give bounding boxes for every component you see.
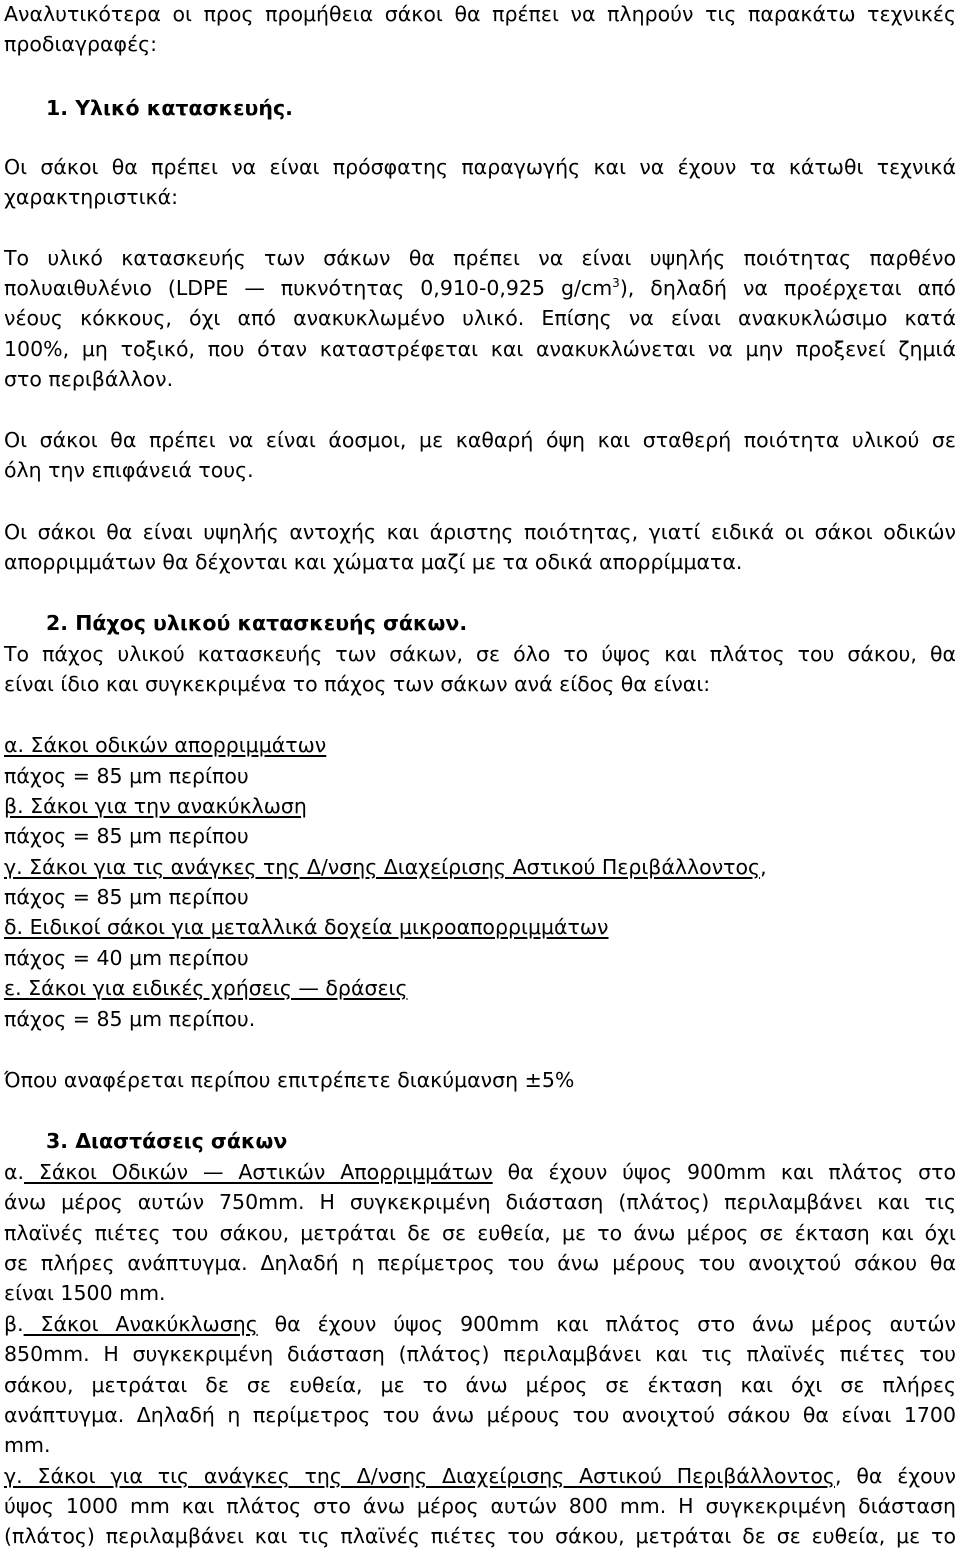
paragraph-line: ύψος 1000 mm και πλάτος στο άνω μέρος αυτών 800 mm. Η συγκεκριμένη διάσταση <box>4 1494 956 1518</box>
paragraph-line: άνω μέρος αυτών 750mm. Η συγκεκριμένη διάσταση (πλάτος) περιλαμβάνει και τις <box>4 1190 956 1214</box>
list-item-label <box>4 976 408 1000</box>
paragraph-line: απορριμμάτων θα δέχονται και χώματα μαζί με τα οδικά απορρίμματα. <box>4 550 743 574</box>
bag-type-label: γ. Σάκοι για τις ανάγκες της Δ/νσης Διαχείρισης Αστικού Περιβάλλοντος <box>4 1464 835 1488</box>
list-item-label <box>4 915 609 939</box>
intro-line: Αναλυτικότερα οι προς προμήθεια σάκοι θα πρέπει να πληρούν τις παρακάτω τεχνικές <box>4 2 956 26</box>
paragraph-line: Οι σάκοι θα πρέπει να είναι πρόσφατης παραγωγής και να έχουν τα κάτωθι τεχνικά <box>4 155 956 179</box>
thickness-value: πάχος = 85 μm περίπου <box>4 764 249 788</box>
section-heading-1: 1. Υλικό κατασκευής. <box>46 96 293 120</box>
paragraph-line: νέους κόκκους, όχι από ανακυκλωμένο υλικό. Επίσης να είναι ανακυκλώσιμο κατά <box>4 306 956 330</box>
paragraph-line: όλη την επιφάνειά τους. <box>4 458 254 482</box>
paragraph-line: σε πλήρες ανάπτυγμα. Δηλαδή η περίμετρος του άνω μέρους του ανοιχτού σάκου θα <box>4 1251 956 1275</box>
tolerance-note: Όπου αναφέρεται περίπου επιτρέπετε διακύμανση ±5% <box>4 1068 575 1092</box>
section-heading-3: 3. Διαστάσεις σάκων <box>46 1129 288 1153</box>
paragraph-line: γ. Σάκοι για τις ανάγκες της Δ/νσης Διαχείρισης Αστικού Περιβάλλοντος, θα έχουν <box>4 1464 956 1488</box>
paragraph-line: σάκου, μετράται δε σε ευθεία, με το άνω μέρος σε έκταση και όχι σε πλήρες <box>4 1373 956 1397</box>
section-heading-2: 2. Πάχος υλικού κατασκευής σάκων. <box>46 611 468 635</box>
paragraph-line: (πλάτος) περιλαμβάνει και τις πλαϊνές πιέτες του σάκου, μετράται δε σε ευθεία, με το <box>4 1524 956 1548</box>
bag-type-label: Σάκοι Οδικών — Αστικών Απορριμμάτων <box>24 1160 493 1184</box>
paragraph-line: είναι ίδιο και συγκεκριμένα το πάχος των σάκων ανά είδος θα είναι: <box>4 672 711 696</box>
paragraph-line: χαρακτηριστικά: <box>4 185 179 209</box>
bag-type-label: ε. Σάκοι για ειδικές χρήσεις — δράσεις <box>4 976 408 1000</box>
paragraph-line: πλαϊνές πιέτες του σάκου, μετράται δε σε ευθεία, με το άνω μέρος σε έκταση και όχι <box>4 1221 956 1245</box>
paragraph-line: είναι 1500 mm. <box>4 1281 166 1305</box>
paragraph-line: Οι σάκοι θα είναι υψηλής αντοχής και άριστης ποιότητας, γιατί ειδικά οι σάκοι οδικών <box>4 520 956 544</box>
bag-type-label: α. Σάκοι οδικών απορριμμάτων <box>4 733 327 757</box>
bag-type-label: Σάκοι Ανακύκλωσης <box>23 1312 258 1336</box>
paragraph-line: α. Σάκοι Οδικών — Αστικών Απορριμμάτων θα έχουν ύψος 900mm και πλάτος στο <box>4 1160 956 1184</box>
density-text-rest: ), δηλαδή να προέρχεται από <box>619 276 956 300</box>
thickness-value: πάχος = 40 μm περίπου <box>4 946 249 970</box>
density-text: πολυαιθυλένιο (LDPE — πυκνότητας 0,910-0,925 g/cm <box>4 276 613 300</box>
paragraph-line: 100%, μη τοξικό, που όταν καταστρέφεται και ανακυκλώνεται να μην προξενεί ζημιά <box>4 337 956 361</box>
paragraph-line: στο περιβάλλον. <box>4 367 174 391</box>
paragraph-line <box>4 276 956 300</box>
bag-type-label: δ. Ειδικοί σάκοι για μεταλλικά δοχεία μικροαπορριμμάτων <box>4 915 609 939</box>
bag-type-label: β. Σάκοι για την ανακύκλωση <box>4 794 307 818</box>
superscript: 3 <box>612 276 620 290</box>
list-item-label <box>4 794 307 818</box>
paragraph-line: mm. <box>4 1433 51 1457</box>
paragraph-line: β. Σάκοι Ανακύκλωσης θα έχουν ύψος 900mm και πλάτος στο άνω μέρος αυτών <box>4 1312 956 1336</box>
paragraph-line: Το υλικό κατασκευής των σάκων θα πρέπει να είναι υψηλής ποιότητας παρθένο <box>4 246 956 270</box>
thickness-value: πάχος = 85 μm περίπου <box>4 824 249 848</box>
list-item-label <box>4 733 326 757</box>
list-item-label: γ. Σάκοι για τις ανάγκες της Δ/νσης Διαχείρισης Αστικού Περιβάλλοντος, <box>4 855 767 879</box>
paragraph-line: 850mm. Η συγκεκριμένη διάσταση (πλάτος) περιλαμβάνει και τις πλαϊνές πιέτες του <box>4 1342 956 1366</box>
thickness-value: πάχος = 85 μm περίπου <box>4 885 249 909</box>
paragraph-line: ανάπτυγμα. Δηλαδή η περίμετρος του άνω μέρους του ανοιχτού σάκου θα είναι 1700 <box>4 1403 956 1427</box>
intro-line: προδιαγραφές: <box>4 32 158 56</box>
paragraph-line: Οι σάκοι θα πρέπει να είναι άοσμοι, με καθαρή όψη και σταθερή ποιότητα υλικού σε <box>4 428 956 452</box>
paragraph-line: Το πάχος υλικού κατασκευής των σάκων, σε όλο το ύψος και πλάτος του σάκου, θα <box>4 642 956 666</box>
thickness-value: πάχος = 85 μm περίπου. <box>4 1007 256 1031</box>
bag-type-label: γ. Σάκοι για τις ανάγκες της Δ/νσης Διαχείρισης Αστικού Περιβάλλοντος <box>4 855 761 879</box>
